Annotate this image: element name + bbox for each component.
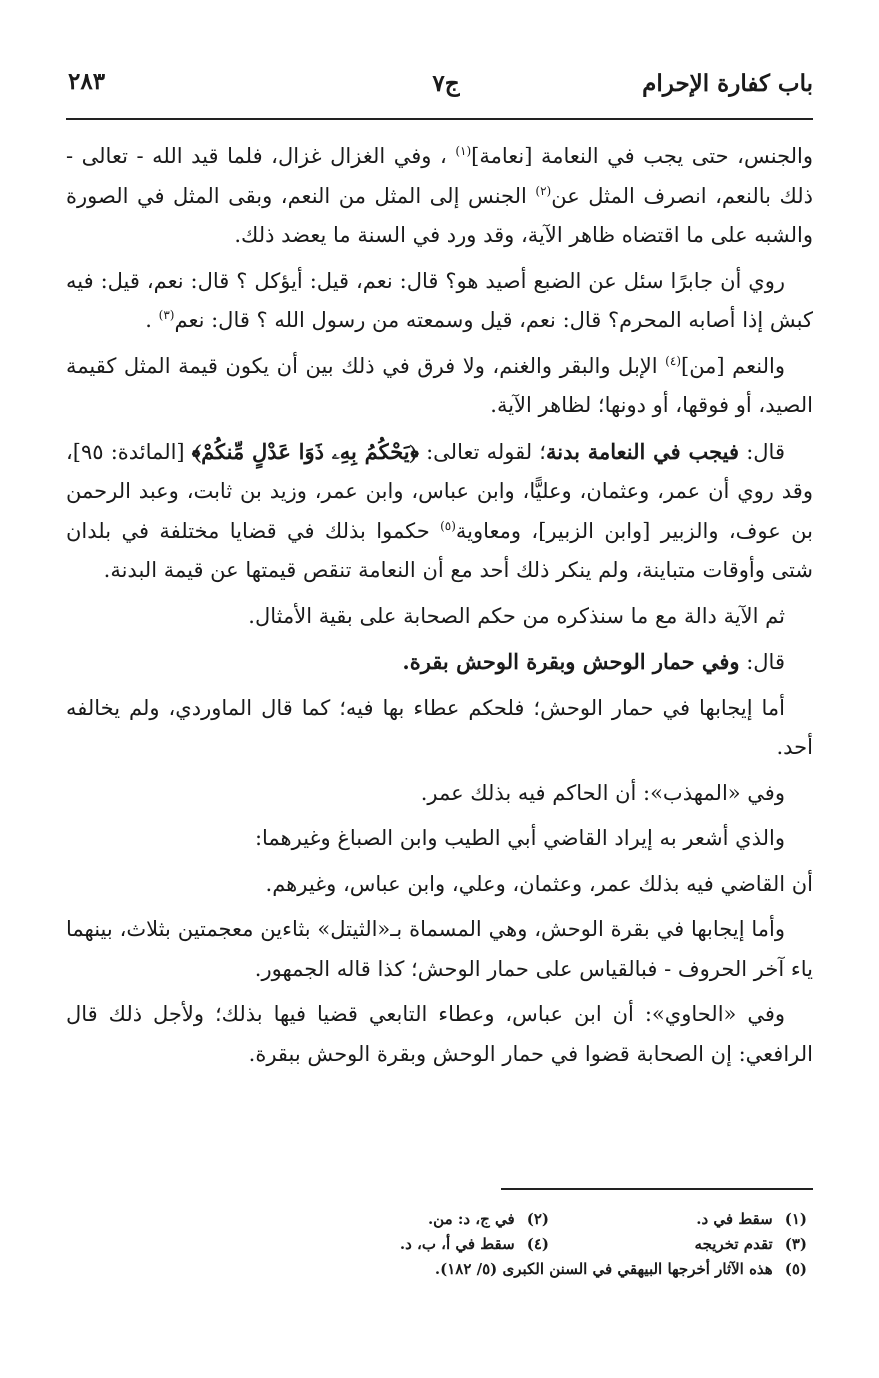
footnote-ref-1: (١) — [455, 144, 472, 158]
paragraph-9: والذي أشعر به إيراد القاضي أبي الطيب وابن الصباغ وغيرهما: — [254, 826, 785, 850]
header-divider — [66, 118, 813, 120]
qal-marker: قال: — [739, 650, 785, 674]
paragraph-2-text: روي أن جابرًا سئل عن الضبع أصيد هو؟ قال: نعم، قيل: أيؤكل ؟ قال: نعم، قيل: فيه كبش إذا أصابه المحرم؟ قال: نعم، قيل وسمعته من رسول الله ؟ قال: نعم — [66, 268, 813, 332]
footnote-1 — [549, 1207, 807, 1232]
paragraph-8: وفي «المهذب»: أن الحاكم فيه بذلك عمر. — [420, 780, 785, 805]
paragraph-6 — [66, 642, 813, 683]
paragraph-4 — [66, 432, 813, 591]
page-number: ٢٨٣ — [68, 68, 106, 95]
main-text — [66, 137, 813, 1080]
paragraph-1 — [66, 137, 813, 256]
paragraph-2 — [66, 262, 813, 341]
footnote-number: (٢) — [526, 1210, 549, 1228]
footnote-row — [200, 1232, 807, 1257]
matn-lead: وفي حمار الوحش وبقرة الوحش بقرة. — [402, 649, 740, 674]
footnote-ref-2: (٢) — [535, 183, 552, 198]
paragraph-3-part-a: والنعم [من] — [681, 353, 785, 378]
footnotes — [200, 1207, 807, 1282]
footnote-ref-4: (٤) — [665, 353, 681, 368]
footnote-divider — [501, 1188, 813, 1190]
footnote-2 — [291, 1207, 549, 1232]
footnote-number: (٣) — [784, 1235, 807, 1253]
footnote-ref-5: (٥) — [440, 518, 456, 533]
footnote-text: هذه الآثار أخرجها البيهقي في السنن الكبرى (٥/ ١٨٢). — [434, 1260, 773, 1278]
footnote-text: تقدم تخريجه — [694, 1235, 773, 1253]
footnote-3 — [549, 1232, 807, 1257]
footnote-5 — [435, 1257, 807, 1282]
footnote-text: سقط في أ، ب، د. — [399, 1235, 515, 1253]
paragraph-3 — [66, 347, 813, 426]
running-header — [66, 66, 813, 106]
footnote-number: (٥) — [784, 1260, 807, 1278]
volume-label: ج٧ — [432, 70, 460, 97]
paragraph-3-part-b: الإبل والبقر والغنم، ولا فرق في ذلك بين أن يكون قيمة المثل كقيمة الصيد، أو فوقها، أو دونها؛ لظاهر الآية. — [66, 353, 813, 417]
quran-quote: ﴿يَحْكُمُ بِهِۦ ذَوَا عَدْلٍ مِّنكُمْ﴾ — [191, 438, 419, 464]
paragraph-7: أما إيجابها في حمار الوحش؛ فلحكم عطاء بها فيه؛ كما قال الماوردي، ولم يخالفه أحد. — [66, 695, 813, 759]
footnote-ref-3: (٣) — [158, 308, 175, 322]
footnote-number: (٤) — [526, 1235, 549, 1253]
paragraph-1-part-a: والجنس، حتى يجب في النعامة [نعامة] — [471, 144, 813, 168]
paragraph-12: وفي «الحاوي»: أن ابن عباس، وعطاء التابعي قضيا فيها بذلك؛ ولأجل ذلك قال الرافعي: إن الصحابة قضوا في حمار الوحش وبقرة الوحش ببقرة. — [66, 1002, 813, 1066]
footnote-number: (١) — [784, 1210, 807, 1228]
paragraph-2-tail: . — [145, 308, 159, 332]
paragraph-11: وأما إيجابها في بقرة الوحش، وهي المسماة بـ«الثيتل» بثاءين معجمتين بثلاث، بينهما ياء آخر الحروف - فبالقياس على حمار الوحش؛ كذا قاله الجمهور. — [66, 917, 813, 981]
chapter-title: باب كفارة الإحرام — [642, 70, 813, 97]
footnote-text: سقط في د. — [696, 1210, 773, 1228]
paragraph-1-part-b: ، وفي الغزال غزال، فلما قيد الله - تعالى - ذلك بالنعم، انصرف المثل عن — [66, 144, 813, 208]
paragraph-5: ثم الآية دالة مع ما سنذكره من حكم الصحابة على بقية الأمثال. — [248, 603, 785, 628]
footnote-row — [200, 1207, 807, 1232]
paragraph-4-part-a: ؛ لقوله تعالى: — [418, 439, 546, 464]
paragraph-10: أن القاضي فيه بذلك عمر، وعثمان، وعلي، وابن عباس، وغيرهم. — [265, 871, 813, 896]
paragraph-4-part-b: [المائدة: ٩٥]، وقد روي أن عمر، وعثمان، وعليًّا، وابن عباس، وابن عمر، وزيد بن ثابت، وعبد الرحمن بن عوف، والزبير [وابن الزبير]، ومعاوية — [66, 439, 813, 543]
footnote-text: في ج، د: من. — [427, 1210, 515, 1228]
qal-marker: قال: — [739, 439, 785, 464]
footnote-row — [200, 1257, 807, 1282]
footnote-4 — [291, 1232, 549, 1257]
paragraph-1-part-c: الجنس إلى المثل من النعم، وبقى المثل في الصورة والشبه على ما اقتضاه ظاهر الآية، وقد ورد في السنة ما يعضد ذلك. — [66, 183, 813, 247]
matn-lead: فيجب في النعامة بدنة — [545, 438, 740, 464]
paragraph-4-part-c: حكموا بذلك في قضايا مختلفة في بلدان شتى وأوقات متباينة، ولم ينكر ذلك أحد مع أن النعامة تنقص قيمتها عن قيمة البدنة. — [66, 518, 813, 582]
